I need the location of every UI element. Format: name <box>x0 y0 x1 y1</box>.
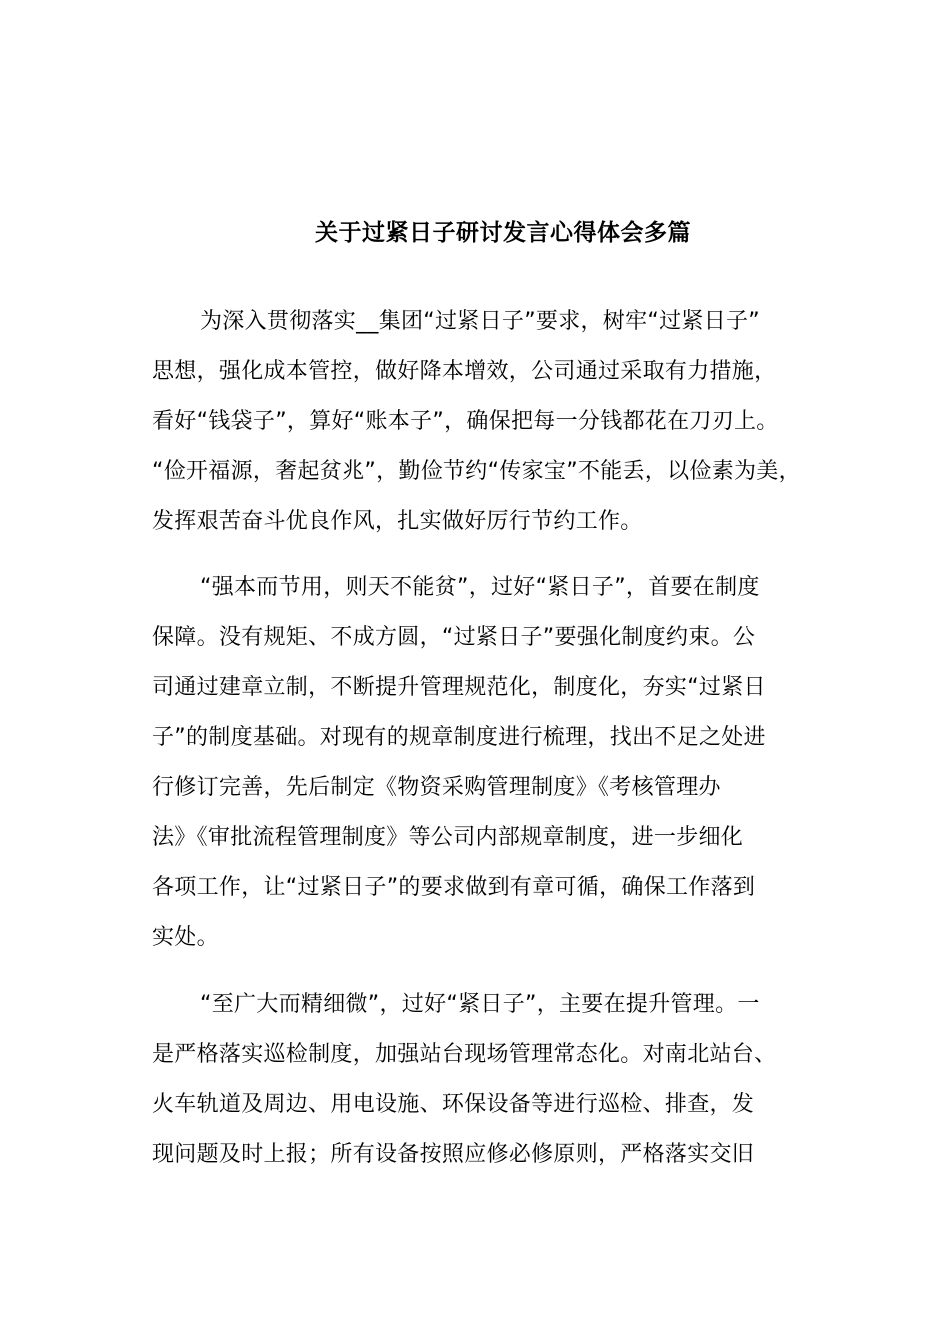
paragraph-line: 法》《审批流程管理制度》等公司内部规章制度，进一步细化 <box>152 825 744 850</box>
paragraph-line: 为深入贯彻落实__集团“过紧日子”要求，树牢“过紧日子” <box>200 309 760 334</box>
paragraph-line: 看好“钱袋子”，算好“账本子”，确保把每一分钱都花在刀刃上。 <box>152 409 779 434</box>
document-title: 关于过紧日子研讨发言心得体会多篇 <box>315 220 691 246</box>
paragraph-line: 现问题及时上报；所有设备按照应修必修原则，严格落实交旧 <box>152 1142 755 1167</box>
paragraph-line: 实处。 <box>152 925 219 950</box>
paragraph-line: 保障。没有规矩、不成方圆，“过紧日子”要强化制度约束。公 <box>152 625 756 650</box>
paragraph-line: 是严格落实巡检制度，加强站台现场管理常态化。对南北站台、 <box>152 1042 777 1067</box>
paragraph-line: 行修订完善，先后制定《物资采购管理制度》《考核管理办 <box>152 775 721 800</box>
paragraph-line: 各项工作，让“过紧日子”的要求做到有章可循，确保工作落到 <box>152 875 756 900</box>
paragraph-line: 发挥艰苦奋斗优良作风，扎实做好厉行节约工作。 <box>152 509 643 534</box>
paragraph-line: 思想，强化成本管控，做好降本增效，公司通过采取有力措施， <box>152 359 777 384</box>
paragraph-line: 司通过建章立制，不断提升管理规范化，制度化，夯实“过紧日 <box>152 675 766 700</box>
paragraph-line: 火车轨道及周边、用电设施、环保设备等进行巡检、排查，发 <box>152 1092 755 1117</box>
paragraph-line: 子”的制度基础。对现有的规章制度进行梳理，找出不足之处进 <box>152 725 766 750</box>
paragraph-line: “俭开福源，奢起贫兆”，勤俭节约“传家宝”不能丢，以俭素为美， <box>152 459 801 484</box>
paragraph-line: “强本而节用，则天不能贫”，过好“紧日子”，首要在制度 <box>200 575 760 600</box>
paragraph-line: “至广大而精细微”，过好“紧日子”，主要在提升管理。一 <box>200 992 760 1017</box>
